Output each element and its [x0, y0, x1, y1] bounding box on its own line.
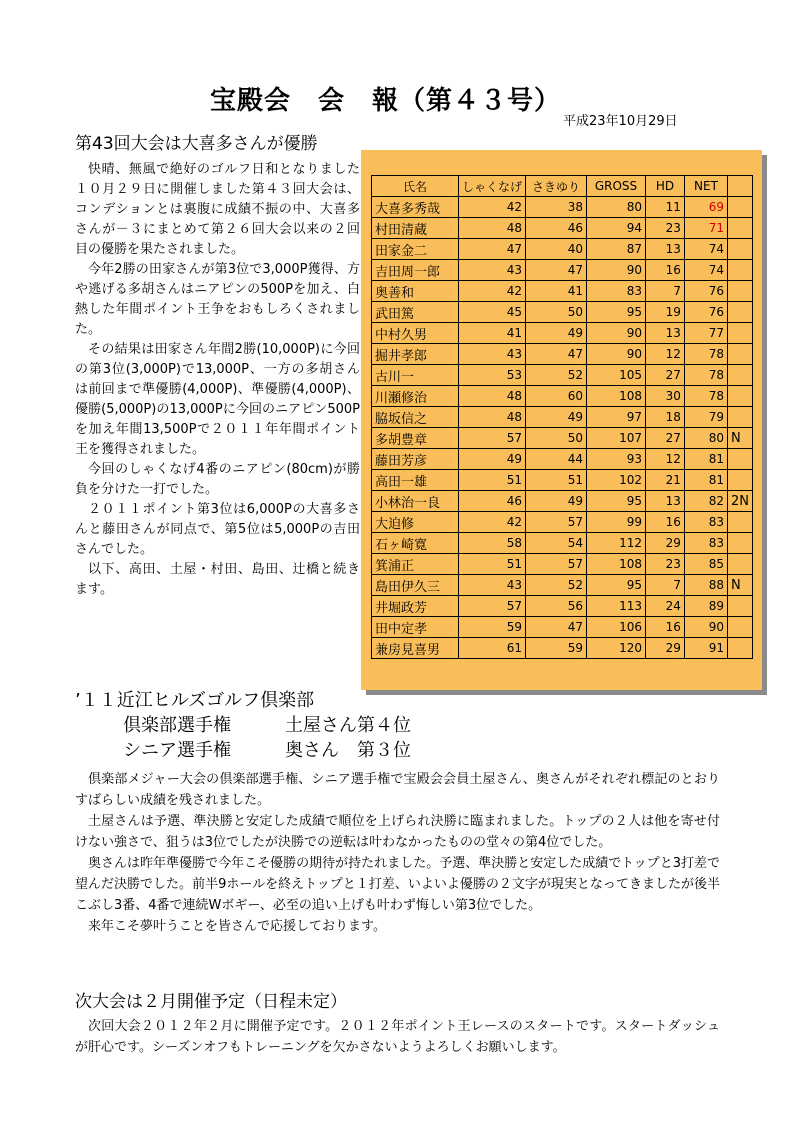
handicap-cell: 27 [645, 428, 684, 449]
gross-cell: 97 [586, 407, 645, 428]
player-name-cell: 高田一雄 [372, 470, 459, 491]
handicap-cell: 21 [645, 470, 684, 491]
gross-cell: 108 [586, 554, 645, 575]
score-hole-a-cell: 42 [458, 281, 525, 302]
score-hole-a-cell: 49 [458, 449, 525, 470]
net-cell: 78 [684, 386, 727, 407]
handicap-cell: 7 [645, 575, 684, 596]
net-cell: 88 [684, 575, 727, 596]
player-name-cell: 中村久男 [372, 323, 459, 344]
table-row [372, 197, 753, 218]
handicap-cell: 13 [645, 323, 684, 344]
score-hole-b-cell: 50 [526, 428, 587, 449]
score-hole-a-cell: 53 [458, 365, 525, 386]
gross-cell: 105 [586, 365, 645, 386]
scores-table [371, 175, 753, 659]
note-cell [728, 365, 753, 386]
note-cell [728, 218, 753, 239]
gross-cell: 83 [586, 281, 645, 302]
net-cell: 77 [684, 323, 727, 344]
handicap-cell: 27 [645, 365, 684, 386]
score-hole-b-cell: 50 [526, 302, 587, 323]
gross-cell: 94 [586, 218, 645, 239]
score-hole-a-cell: 51 [458, 470, 525, 491]
handicap-cell: 30 [645, 386, 684, 407]
score-hole-a-cell: 43 [458, 260, 525, 281]
score-hole-a-cell: 59 [458, 617, 525, 638]
player-name-cell: 小林治一良 [372, 491, 459, 512]
net-cell: 91 [684, 638, 727, 659]
table-row [372, 281, 753, 302]
handicap-cell: 18 [645, 407, 684, 428]
player-name-cell: 川瀬修治 [372, 386, 459, 407]
table-row [372, 428, 753, 449]
handicap-cell: 12 [645, 344, 684, 365]
scores-body [372, 197, 753, 659]
score-hole-a-cell: 58 [458, 533, 525, 554]
gross-cell: 106 [586, 617, 645, 638]
column-header-name: 氏名 [372, 176, 459, 197]
table-row [372, 302, 753, 323]
player-name-cell: 奥善和 [372, 281, 459, 302]
handicap-cell: 29 [645, 533, 684, 554]
player-name-cell: 藤田芳彦 [372, 449, 459, 470]
note-cell [728, 470, 753, 491]
score-hole-b-cell: 38 [526, 197, 587, 218]
column-header-hd: HD [645, 176, 684, 197]
player-name-cell: 武田篤 [372, 302, 459, 323]
note-cell [728, 302, 753, 323]
table-row [372, 260, 753, 281]
table-row [372, 239, 753, 260]
score-hole-b-cell: 46 [526, 218, 587, 239]
handicap-cell: 23 [645, 554, 684, 575]
table-header-row [372, 176, 753, 197]
table-row [372, 449, 753, 470]
paragraph: 今年2勝の田家さんが第3位で3,000P獲得、方や逃げる多胡さんはニアピンの500Pを加え、白熱した年間ポイント王争をおもしろくされました。 [75, 262, 360, 337]
net-cell: 76 [684, 281, 727, 302]
paragraph: 快晴、無風で絶好のゴルフ日和となりました１０月２９日に開催しました第４３回大会は、コンデションとは裏腹に成績不振の中、大喜多さんが－３にまとめて第２６回大会以来の２回目の優勝を果たされました。 [75, 162, 360, 257]
paragraph: 以下、高田、土屋・村田、島田、辻橋と続きます。 [75, 562, 360, 597]
net-cell: 78 [684, 344, 727, 365]
net-cell: 74 [684, 239, 727, 260]
net-cell: 82 [684, 491, 727, 512]
column-header-net: NET [684, 176, 727, 197]
note-cell: 2N [728, 491, 753, 512]
note-cell [728, 533, 753, 554]
net-cell: 81 [684, 449, 727, 470]
handicap-cell: 24 [645, 596, 684, 617]
score-hole-a-cell: 48 [458, 407, 525, 428]
handicap-cell: 11 [645, 197, 684, 218]
score-hole-b-cell: 59 [526, 638, 587, 659]
paragraph: 倶楽部メジャー大会の倶楽部選手権、シニア選手権で宝殿会会員土屋さん、奥さんがそれぞれ標記のとおりすばらしい成績を残されました。 [75, 772, 720, 808]
score-hole-b-cell: 60 [526, 386, 587, 407]
score-hole-b-cell: 52 [526, 365, 587, 386]
score-hole-b-cell: 49 [526, 491, 587, 512]
net-cell: 74 [684, 260, 727, 281]
score-hole-a-cell: 48 [458, 218, 525, 239]
issue-date: 平成23年10月29日 [563, 114, 678, 129]
gross-cell: 113 [586, 596, 645, 617]
article-subheadline: シニア選手権 奥さん 第３位 [123, 740, 411, 761]
paragraph: 奥さんは昨年準優勝で今年こそ優勝の期待が持たれました。予選、準決勝と安定した成績でトップと3打差で望んだ決勝でした。前半9ホールを終えトップと１打差、いよいよ優勝の２文字が現実となってきましたが後半こぶし3番、4番で連続Wボギー、必至の追い上げも叶わず悔しい第3位でした。 [75, 856, 720, 913]
article-body [75, 160, 360, 600]
article-club-championship [75, 688, 720, 937]
gross-cell: 99 [586, 512, 645, 533]
gross-cell: 90 [586, 260, 645, 281]
note-cell [728, 638, 753, 659]
note-cell [728, 554, 753, 575]
score-hole-a-cell: 47 [458, 239, 525, 260]
net-cell: 83 [684, 533, 727, 554]
paragraph: その結果は田家さん年間2勝(10,000P)に今回の第3位(3,000P)で13,000P、一方の多胡さんは前回まで準優勝(4,000P)、準優勝(4,000P)、優勝(5,000P)の13,000Pに今回のニアピン500Pを加え年間13,500Pで２０１１年年間ポイント王を獲得されました。 [75, 342, 360, 457]
gross-cell: 102 [586, 470, 645, 491]
paragraph: 今回のしゃくなげ4番のニアピン(80cm)が勝負を分けた一打でした。 [75, 462, 360, 497]
score-hole-a-cell: 51 [458, 554, 525, 575]
article-tournament-result [75, 133, 360, 600]
note-cell [728, 344, 753, 365]
net-cell: 76 [684, 302, 727, 323]
note-cell [728, 617, 753, 638]
score-hole-b-cell: 57 [526, 512, 587, 533]
net-cell: 90 [684, 617, 727, 638]
score-hole-a-cell: 42 [458, 197, 525, 218]
article-headline: 次大会は２月開催予定（日程未定） [75, 992, 347, 1012]
net-cell: 71 [684, 218, 727, 239]
player-name-cell: 箕浦正 [372, 554, 459, 575]
table-row [372, 512, 753, 533]
handicap-cell: 23 [645, 218, 684, 239]
score-hole-b-cell: 49 [526, 407, 587, 428]
handicap-cell: 29 [645, 638, 684, 659]
article-subheadline: 倶楽部選手権 土屋さん第４位 [123, 715, 411, 736]
note-cell [728, 407, 753, 428]
handicap-cell: 19 [645, 302, 684, 323]
gross-cell: 90 [586, 323, 645, 344]
article-body [75, 769, 720, 937]
score-hole-a-cell: 57 [458, 596, 525, 617]
column-header-hole-a: しゃくなげ [458, 176, 525, 197]
score-hole-b-cell: 47 [526, 344, 587, 365]
score-hole-a-cell: 48 [458, 386, 525, 407]
gross-cell: 90 [586, 344, 645, 365]
gross-cell: 95 [586, 302, 645, 323]
note-cell [728, 197, 753, 218]
newsletter-title: 宝殿会 会 報（第４３号） [210, 86, 562, 116]
score-hole-b-cell: 52 [526, 575, 587, 596]
handicap-cell: 16 [645, 260, 684, 281]
gross-cell: 120 [586, 638, 645, 659]
score-hole-a-cell: 45 [458, 302, 525, 323]
table-row [372, 575, 753, 596]
score-hole-b-cell: 51 [526, 470, 587, 491]
table-row [372, 344, 753, 365]
note-cell [728, 239, 753, 260]
score-hole-b-cell: 41 [526, 281, 587, 302]
net-cell: 80 [684, 428, 727, 449]
score-hole-a-cell: 41 [458, 323, 525, 344]
table-row [372, 365, 753, 386]
column-header-hole-b: さきゆり [526, 176, 587, 197]
scores-panel [361, 150, 762, 690]
note-cell [728, 260, 753, 281]
score-hole-b-cell: 47 [526, 260, 587, 281]
net-cell: 81 [684, 470, 727, 491]
table-row [372, 470, 753, 491]
table-row [372, 218, 753, 239]
net-cell: 85 [684, 554, 727, 575]
gross-cell: 107 [586, 428, 645, 449]
player-name-cell: 兼房見喜男 [372, 638, 459, 659]
article-headline: ’１１近江ヒルズゴルフ倶楽部 [75, 690, 315, 711]
player-name-cell: 吉田周一郎 [372, 260, 459, 281]
gross-cell: 93 [586, 449, 645, 470]
note-cell [728, 281, 753, 302]
score-hole-b-cell: 44 [526, 449, 587, 470]
player-name-cell: 石ヶ崎寛 [372, 533, 459, 554]
player-name-cell: 大喜多秀哉 [372, 197, 459, 218]
table-row [372, 386, 753, 407]
score-hole-a-cell: 43 [458, 344, 525, 365]
article-next-tournament [75, 990, 720, 1058]
handicap-cell: 7 [645, 281, 684, 302]
note-cell [728, 449, 753, 470]
score-hole-b-cell: 56 [526, 596, 587, 617]
score-hole-a-cell: 42 [458, 512, 525, 533]
score-hole-a-cell: 57 [458, 428, 525, 449]
article-headline: 第43回大会は大喜多さんが優勝 [75, 134, 318, 154]
article-body [75, 1016, 720, 1058]
score-hole-b-cell: 54 [526, 533, 587, 554]
net-cell: 83 [684, 512, 727, 533]
player-name-cell: 島田伊久三 [372, 575, 459, 596]
note-cell [728, 323, 753, 344]
handicap-cell: 13 [645, 491, 684, 512]
gross-cell: 112 [586, 533, 645, 554]
player-name-cell: 大迫修 [372, 512, 459, 533]
player-name-cell: 掘井孝郎 [372, 344, 459, 365]
player-name-cell: 古川一 [372, 365, 459, 386]
table-row [372, 533, 753, 554]
gross-cell: 80 [586, 197, 645, 218]
gross-cell: 108 [586, 386, 645, 407]
player-name-cell: 村田清蔵 [372, 218, 459, 239]
table-row [372, 596, 753, 617]
paragraph: ２０１１ポイント第3位は6,000Pの大喜多さんと藤田さんが同点で、第5位は5,000Pの吉田さんでした。 [75, 502, 360, 557]
table-row [372, 554, 753, 575]
note-cell: N [728, 428, 753, 449]
gross-cell: 87 [586, 239, 645, 260]
handicap-cell: 13 [645, 239, 684, 260]
net-cell: 89 [684, 596, 727, 617]
player-name-cell: 脇坂信之 [372, 407, 459, 428]
gross-cell: 95 [586, 491, 645, 512]
note-cell [728, 596, 753, 617]
net-cell: 78 [684, 365, 727, 386]
player-name-cell: 井堀政芳 [372, 596, 459, 617]
handicap-cell: 12 [645, 449, 684, 470]
paragraph: 土屋さんは予選、準決勝と安定した成績で順位を上げられ決勝に臨まれました。トップの２人は他を寄せ付けない強さで、狙うは3位でしたが決勝での逆転は叶わなかったものの堂々の第4位でした。 [75, 814, 720, 850]
score-hole-a-cell: 61 [458, 638, 525, 659]
table-row [372, 407, 753, 428]
table-row [372, 323, 753, 344]
score-hole-a-cell: 43 [458, 575, 525, 596]
table-row [372, 491, 753, 512]
net-cell: 79 [684, 407, 727, 428]
handicap-cell: 16 [645, 617, 684, 638]
handicap-cell: 16 [645, 512, 684, 533]
paragraph: 次回大会２０１２年２月に開催予定です。２０１２年ポイント王レースのスタートです。スタートダッシュが肝心です。シーズンオフもトレーニングを欠かさないようよろしくお願いします。 [75, 1019, 720, 1055]
score-hole-a-cell: 46 [458, 491, 525, 512]
paragraph: 来年こそ夢叶うことを皆さんで応援しております。 [88, 919, 386, 934]
player-name-cell: 多胡豊章 [372, 428, 459, 449]
player-name-cell: 田中定孝 [372, 617, 459, 638]
column-header-note [728, 176, 753, 197]
player-name-cell: 田家金二 [372, 239, 459, 260]
gross-cell: 95 [586, 575, 645, 596]
score-hole-b-cell: 49 [526, 323, 587, 344]
score-hole-b-cell: 47 [526, 617, 587, 638]
note-cell [728, 512, 753, 533]
table-row [372, 638, 753, 659]
score-hole-b-cell: 57 [526, 554, 587, 575]
note-cell [728, 386, 753, 407]
column-header-gross: GROSS [586, 176, 645, 197]
note-cell: N [728, 575, 753, 596]
score-hole-b-cell: 40 [526, 239, 587, 260]
net-cell: 69 [684, 197, 727, 218]
table-row [372, 617, 753, 638]
